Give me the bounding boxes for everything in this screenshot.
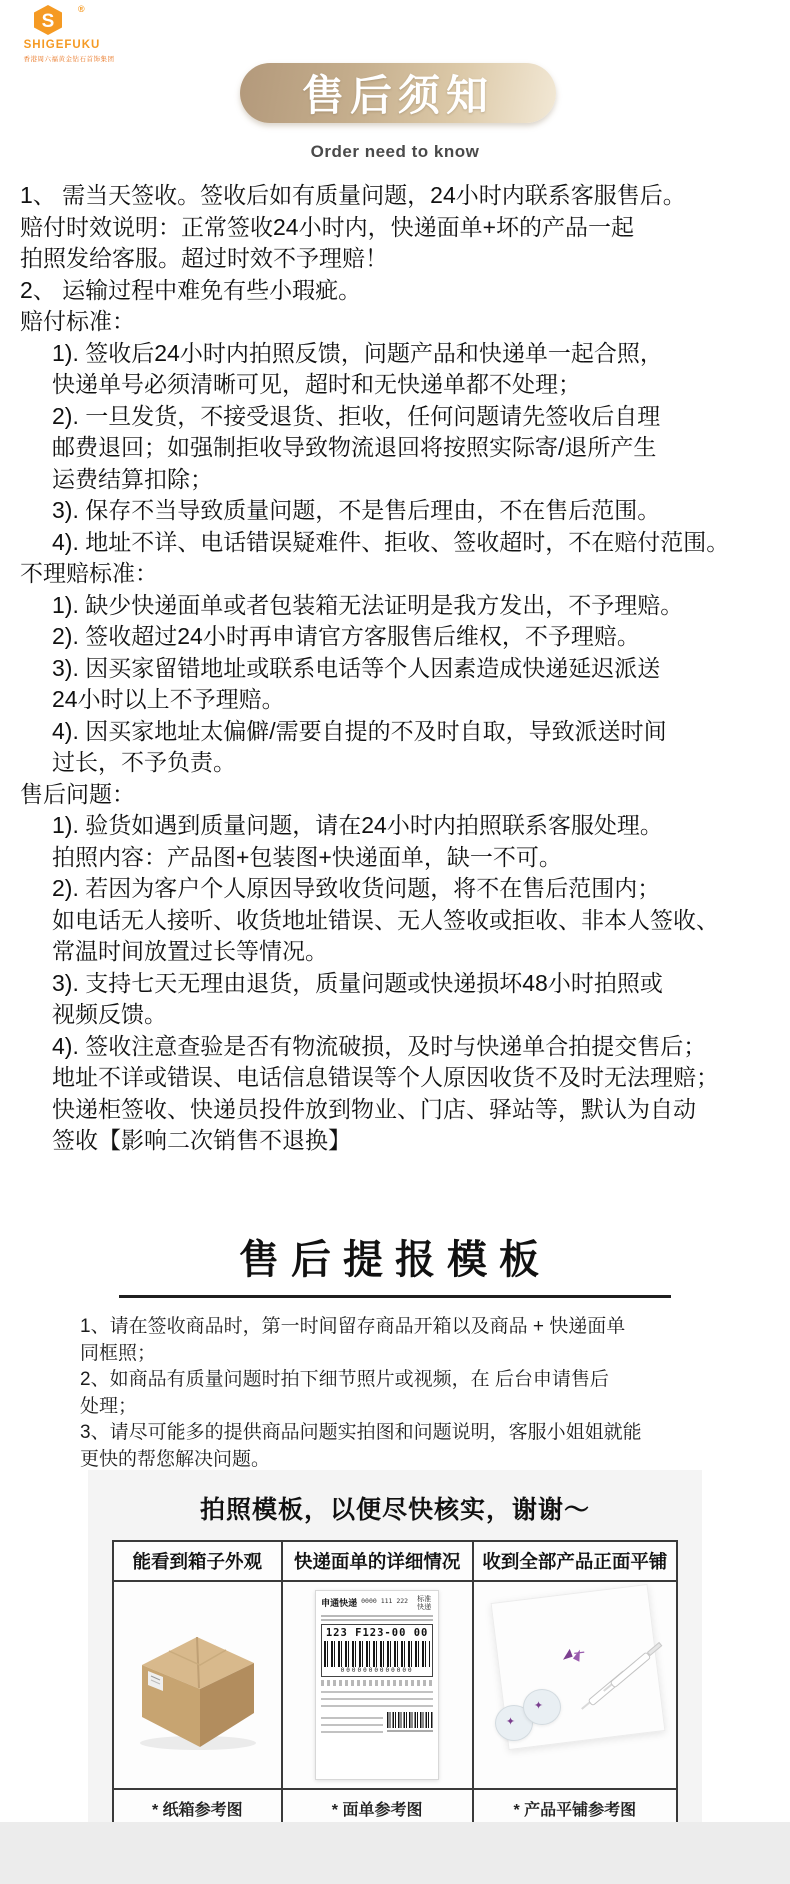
sort-code-box: [321, 1624, 433, 1677]
notice-line: 2). 若因为客户个人原因导致收货问题，将不在售后范围内；: [52, 875, 661, 901]
photo-template-title: 拍照模板，以便尽快核实，谢谢～: [199, 1496, 590, 1524]
instruction-line: 更快的帮您解决问题。: [80, 1448, 271, 1470]
notice-line: 1、 需当天签收。签收后如有质量问题，24小时内联系客服售后。: [20, 182, 686, 208]
title-divider: [119, 1295, 671, 1298]
barcode: [324, 1641, 430, 1667]
notice-line: 3). 因买家留错地址或联系电话等个人因素造成快递延迟派送: [52, 654, 661, 681]
notice-line: 4). 签收注意查验是否有物流破损，及时与快递单合拍提交售后；: [52, 1032, 707, 1059]
notice-line: 2、 运输过程中难免有些小瑕疵。: [20, 276, 362, 303]
notice-line: 快递柜签收、快递员投件放到物业、门店、驿站等，默认为自动: [52, 1095, 696, 1122]
notice-line: 4). 地址不详、电话错误疑难件、拒收、签收超时，不在赔付范围。: [52, 528, 730, 555]
blister-pod-product: ✦: [523, 1689, 561, 1725]
notice-line: 2). 一旦发货，不接受退货、拒收，任何问题请先签收后自理: [52, 402, 661, 429]
label-bottom: [321, 1712, 433, 1738]
instruction-line: 1、请在签收商品时，第一时间留存商品开箱以及商品 + 快递面单: [80, 1316, 626, 1337]
photo-template-table: [112, 1540, 678, 1828]
secondary-barcode: [387, 1712, 433, 1732]
product-flatlay-image: [477, 1585, 673, 1785]
banner-title: 售后须知: [301, 72, 494, 119]
col-header-label: 快递面单的详细情况: [283, 1542, 474, 1582]
notice-line: 赔付标准：: [20, 308, 135, 334]
bottom-gray-band: [0, 1822, 790, 1884]
instruction-line: 同框照；: [80, 1342, 157, 1364]
blister-pod-product: ✦: [495, 1705, 533, 1741]
box-photo-cell: [114, 1582, 283, 1790]
notice-line: 24小时以上不予理赔。: [52, 686, 285, 712]
notice-line: 如电话无人接听、收货地址错误、无人签收或拒收、非本人签收、: [52, 906, 719, 933]
photo-template-panel: [88, 1470, 702, 1822]
notice-line: 签收【影响二次销售不退换】: [52, 1127, 351, 1153]
notice-line: 拍照内容：产品图+包装图+快递面单，缺一不可。: [52, 843, 562, 870]
product-brand-mark-icon: [559, 1645, 587, 1668]
notice-line: 地址不详或错误、电话信息错误等个人原因收货不及时无法理赔；: [52, 1064, 719, 1090]
col-header-box: 能看到箱子外观: [114, 1542, 283, 1582]
tick-strip: [321, 1680, 433, 1686]
notice-line: 拍照发给客服。超过时效不予理赔！: [20, 245, 388, 271]
notice-line: 1). 缺少快递面单或者包装箱无法证明是我方发出，不予理赔。: [52, 591, 684, 618]
caption-box: * 纸箱参考图: [114, 1790, 283, 1826]
notice-line: 3). 支持七天无理由退货，质量问题或快递损坏48小时拍照或: [52, 969, 663, 996]
notice-line: 1). 验货如遇到质量问题，请在24小时内拍照联系客服处理。: [52, 812, 663, 838]
label-photo-cell: [283, 1582, 474, 1790]
notice-text-block: [0, 180, 790, 1157]
instruction-line: 2、如商品有质量问题时拍下细节照片或视频，在 后台申请售后: [80, 1369, 609, 1390]
registered-mark: ®: [78, 4, 85, 14]
instruction-line: 3、请尽可能多的提供商品问题实拍图和问题说明，客服小姐姐就能: [80, 1422, 642, 1443]
notice-line: 不理赔标准：: [20, 560, 158, 586]
brand-logo-icon: [32, 4, 64, 36]
svg-text:S: S: [41, 11, 55, 32]
brand-name: SHIGEFUKU: [23, 39, 101, 51]
form-lines: [321, 1691, 433, 1707]
notice-line: 运费结算扣除；: [52, 465, 213, 492]
notice-line: 售后问题：: [20, 780, 135, 807]
caption-label: * 面单参考图: [283, 1790, 474, 1826]
notice-line: 赔付时效说明：正常签收24小时内，快递面单+坏的产品一起: [20, 213, 635, 240]
aftersales-banner: [240, 63, 556, 123]
notice-line: 快递单号必须清晰可见，超时和无快递单都不处理；: [52, 371, 581, 397]
sort-code: 123 F123-00 00: [325, 1627, 429, 1639]
flatlay-photo-cell: [474, 1582, 676, 1790]
cardboard-box-image: [122, 1610, 272, 1760]
brand-subtitle: 香港周六福黄金钻石首饰集团: [23, 56, 115, 63]
col-header-flatlay: 收到全部产品正面平铺: [474, 1542, 676, 1582]
banner-subtitle: Order need to know: [310, 142, 480, 161]
notice-line: 过长，不予负责。: [52, 749, 236, 775]
address-lines: [321, 1615, 433, 1622]
instruction-line: 处理；: [80, 1395, 138, 1417]
template-instructions: [0, 1314, 790, 1473]
notice-line: 1). 签收后24小时内拍照反馈，问题产品和快递单一起合照，: [52, 339, 663, 366]
notice-line: 3). 保存不当导致质量问题，不是售后理由，不在售后范围。: [52, 497, 661, 523]
barcode-digits: 0000000000000: [340, 1667, 414, 1674]
notice-line: 常温时间放置过长等情况。: [52, 938, 328, 964]
brand-block: [14, 4, 144, 63]
service-type: 标准快递: [417, 1596, 432, 1611]
report-template-section: [0, 1228, 790, 1473]
section-title: 售后提报模板: [239, 1238, 551, 1282]
notice-line: 2). 签收超过24小时再申请官方客服售后维权，不予理赔。: [52, 623, 640, 649]
notice-line: 视频反馈。: [52, 1001, 167, 1027]
courier-name: 申通快递: [321, 1598, 358, 1608]
notice-line: 邮费退回；如强制拒收导致物流退回将按照实际寄/退所产生: [52, 434, 657, 460]
caption-flatlay: * 产品平铺参考图: [474, 1790, 676, 1826]
courier-phone: 0000 111 222: [361, 1597, 409, 1605]
notice-line: 4). 因买家地址太偏僻/需要自提的不及时自取，导致派送时间: [52, 717, 667, 744]
shipping-label-image: [315, 1590, 439, 1780]
